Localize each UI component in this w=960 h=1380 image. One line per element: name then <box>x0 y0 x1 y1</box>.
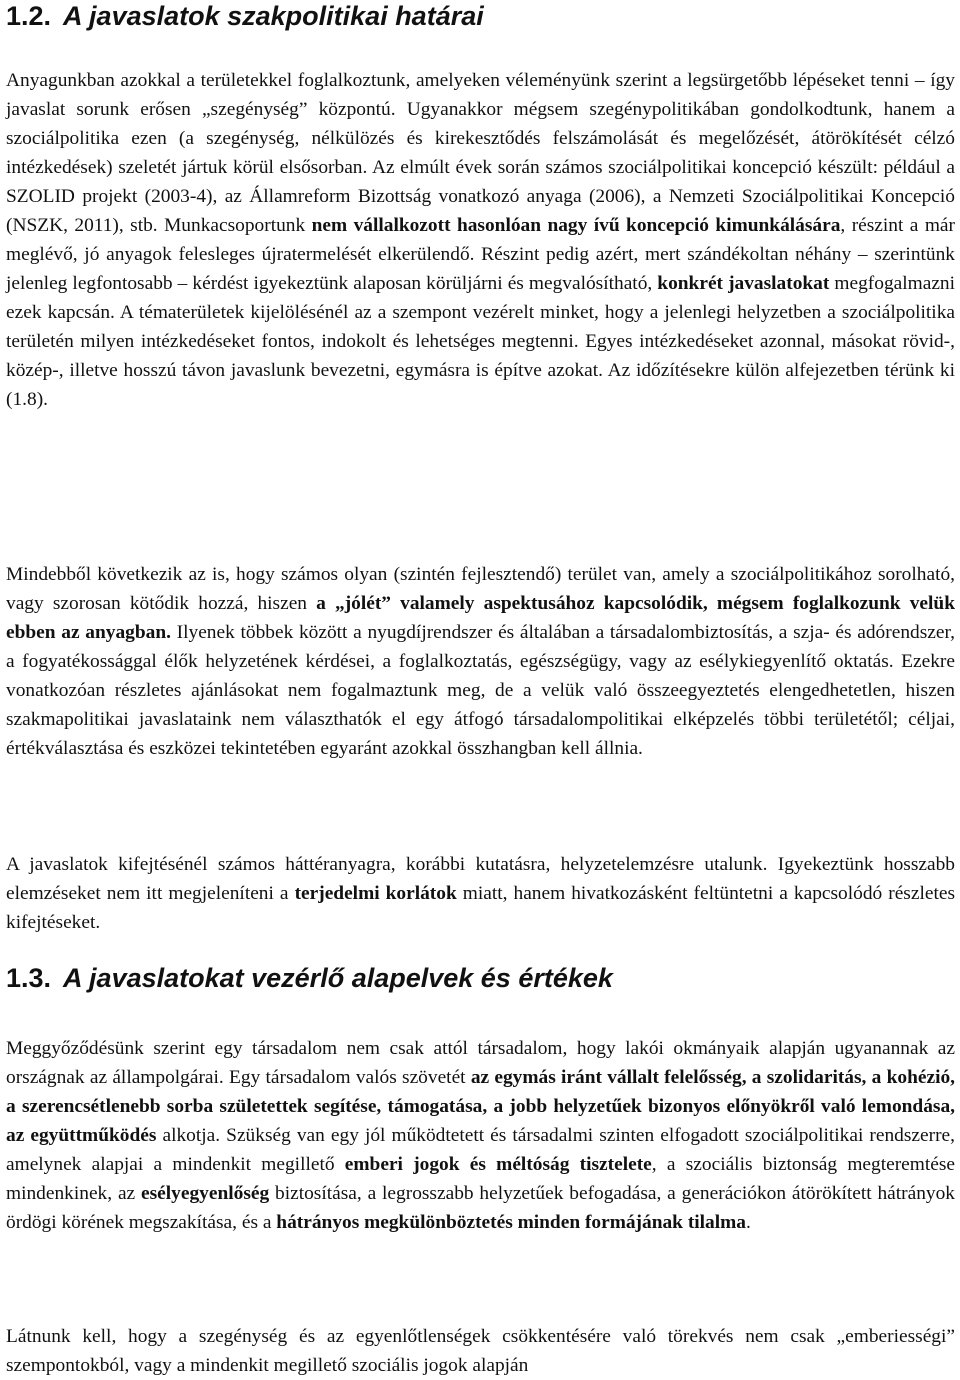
text-run: alkotja. Szükség van egy jól működtetett és társadalmi szinten elfogadott szociálpolitikai rendszerre, amelynek alapjai a mindenkit megillető <box>6 1125 955 1175</box>
text-run: Mindebből következik az is, hogy számos olyan (szintén fejlesztendő) terület van, amely a szociálpolitikához sorolható, vagy szorosan kötődik hozzá, hiszen <box>6 564 955 614</box>
bold-text-run: a „jólét” valamely aspektusához kapcsolódik, mégsem foglalkozunk velük ebben az anyagban. <box>6 593 955 643</box>
text-run: miatt, hanem hivatkozásként feltüntetni a kapcsolódó részletes kifejtéseket. <box>6 883 955 933</box>
text-run: . <box>745 1212 751 1233</box>
text-run: , a szociális biztonság megteremtése mindenkinek, az <box>6 1154 955 1204</box>
text-run: Ilyenek többek között a nyugdíjrendszer és általában a társadalombiztosítás, a szja- és adórendszer, a fogyatékossággal élők helyzetének kérdései, a foglalkoztatás, egészségügy, vagy az esélykiegyenlítő oktatás. Ezekre vonatkozóan részletes ajánlásokat nem fogalmaztunk meg, de a velük való összeegyeztetés elengedhetetlen, hiszen szakmapolitikai javaslataink nem választhatók el egy átfogó társadalompolitikai elképzelés többi területétől; céljai, értékválasztása és eszközei tekintetében egyaránt azokkal összhangban kell állnia. <box>6 622 955 759</box>
text-run: Anyagunkban azokkal a területekkel foglalkoztunk, amelyeken véleményünk szerint a legsürgetőbb lépéseket tenni – így javaslat sorunk erősen „szegénység” központú. Ugyanakkor mégsem szegénypolitikában gondolkodtunk, hanem a szociálpolitika ezen (a szegénység, nélkülözés és kirekesztődés felszámolását és megelőzését, átörökítését célzó intézkedések) szeletét jártuk körül elsősorban. Az elmúlt évek során számos szociálpolitikai koncepció készült: például a SZOLID projekt (2003-4), az Államreform Bizottság vonatkozó anyaga (2006), a Nemzeti Szociálpolitikai Koncepció (NSZK, 2011), stb. Munkacsoportunk <box>6 70 955 236</box>
section-number: 1.2. <box>6 1 52 31</box>
section-title: A javaslatokat vezérlő alapelvek és értékek <box>63 963 613 993</box>
bold-text-run: nem vállalkozott hasonlóan nagy ívű koncepció kimunkálására <box>311 215 841 236</box>
text-run: Meggyőződésünk szerint egy társadalom nem csak attól társadalom, hogy lakói okmányaik alapján ugyanannak az országnak az állampolgárai. Egy társadalom valós szövetét <box>6 1038 955 1088</box>
section-heading-1-2 <box>6 0 484 32</box>
text-run: A javaslatok kifejtésénél számos háttéranyagra, korábbi kutatásra, helyzetelemzésre utalunk. Igyekeztünk hosszabb elemzéseket nem itt megjeleníteni a <box>6 854 955 904</box>
section-number: 1.3. <box>6 963 52 993</box>
bold-text-run: esélyegyenlőség <box>141 1183 270 1204</box>
text-run: , részint a már meglévő, jó anyagok felesleges újratermelését elkerülendő. Részint pedig azért, mert szándékoltan néhány – szerintünk jelenleg legfontosabb – kérdést igyekeztünk alaposan körüljárni és megvalósítható, <box>6 215 955 294</box>
text-run: Látnunk kell, hogy a szegénység és az egyenlőtlenségek csökkentésére való törekvés nem csak „emberiességi” szempontokból, vagy a mindenkit megillető szociális jogok alapján <box>6 1326 955 1376</box>
section-title: A javaslatok szakpolitikai határai <box>63 1 484 31</box>
paragraph-excluded-areas <box>6 560 955 763</box>
paragraph-values <box>6 1034 955 1237</box>
text-run: biztosítása, a legrosszabb helyzetűek befogadása, a generációkon átörökített hátrányok ördögi körének megszakítása, és a <box>6 1183 956 1233</box>
bold-text-run: hátrányos megkülönböztetés minden formájának tilalma <box>276 1212 746 1233</box>
bold-text-run: konkrét javaslatokat <box>657 273 830 294</box>
paragraph-scope <box>6 66 955 414</box>
bold-text-run: terjedelmi korlátok <box>294 883 457 904</box>
text-run: megfogalmazni ezek kapcsán. A tématerületek kijelölésénél az a szempont vezérelt minket, hogy a jelenlegi helyzetben a szociálpolitika területén milyen intézkedéseket fontos, indokolt és lehetséges megtenni. Egyes intézkedéseket azonnal, másokat rövid-, közép-, illetve hosszú távon javaslunk bevezetni, egymásra is építve azokat. Az időzítésekre külön alfejezetben térünk ki (1.8). <box>6 273 956 410</box>
paragraph-continued <box>6 1322 955 1380</box>
bold-text-run: az egymás iránt vállalt felelősség, a szolidaritás, a kohézió, a szerencsétlenebb sorba születettek segítése, támogatása, a jobb helyzetűek bizonyos előnyökről való lemondása, az együttműködés <box>6 1067 955 1146</box>
section-heading-1-3 <box>6 962 613 994</box>
bold-text-run: emberi jogok és méltóság tisztelete <box>344 1154 652 1175</box>
paragraph-references <box>6 850 955 937</box>
